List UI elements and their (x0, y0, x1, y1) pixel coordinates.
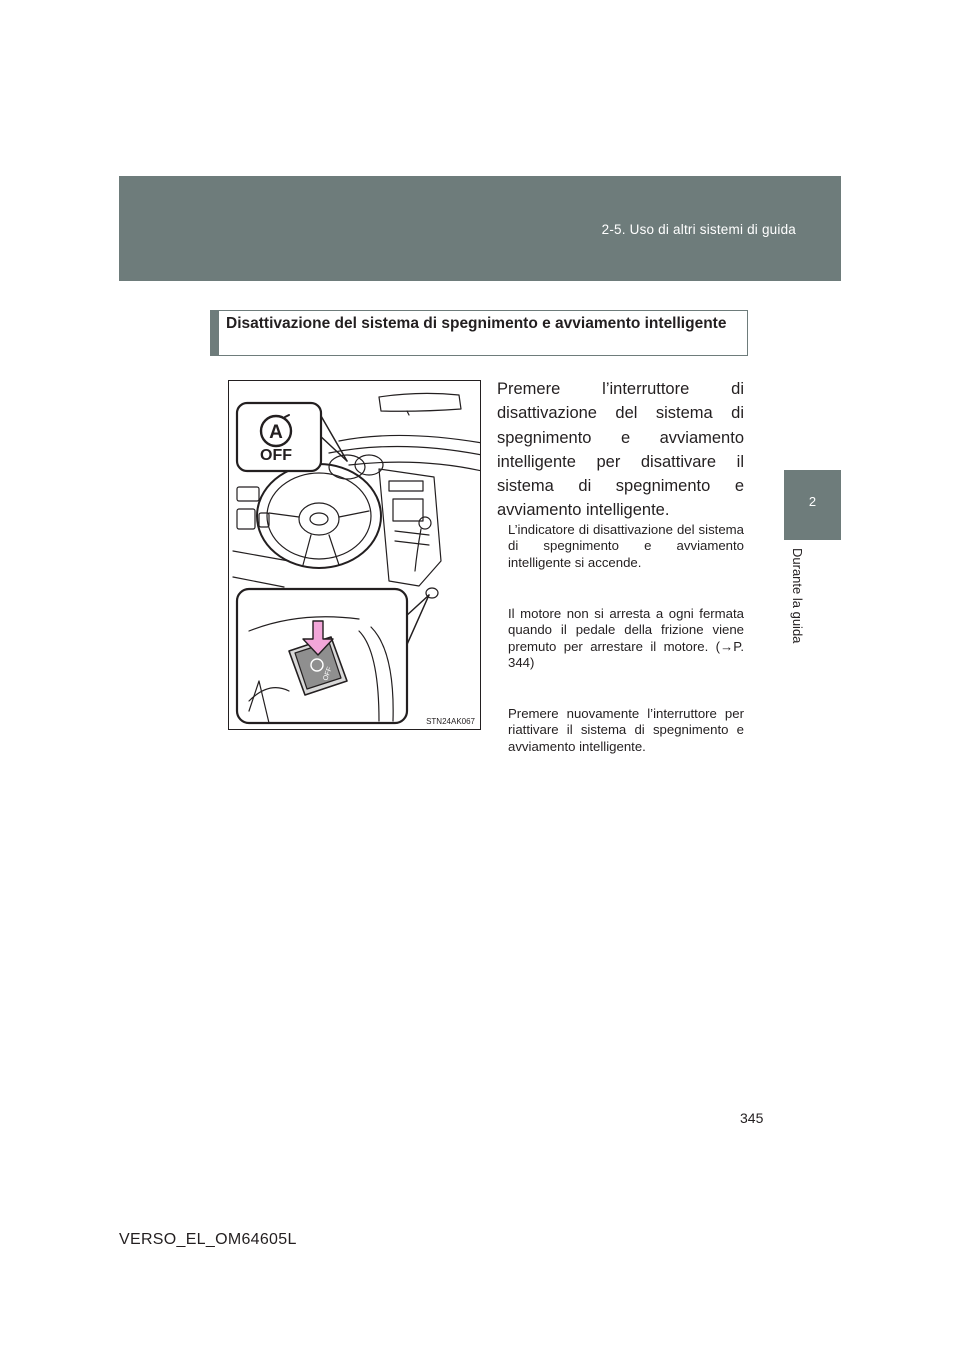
chapter-tab[interactable] (784, 470, 841, 540)
note-indicator: L’indicatore di disattivazione del sistema di spegnimento e avviamento intelligente si accende. (508, 522, 744, 570)
dashboard-illustration (228, 380, 481, 730)
document-code: VERSO_EL_OM64605L (119, 1231, 297, 1248)
figure-code: STN24AK067 (426, 717, 475, 726)
main-instruction: Premere l’interruttore di disattivazione del sistema di spegnimento e avviamento intelligente per disattivare il sistema di spegnimento e avviamento intelligente. (497, 380, 744, 520)
chapter-number: 2 (808, 494, 817, 509)
section-heading-bar (211, 311, 219, 355)
note-reactivate: Premere nuovamente l’interruttore per riattivare il sistema di spegnimento e avviamento intelligente. (508, 706, 744, 754)
indicator-symbol: A (269, 422, 283, 443)
header-band (119, 176, 841, 281)
section-title: Disattivazione del sistema di spegnimento e avviamento intelligente (226, 315, 727, 332)
header-section-title: 2-5. Uso di altri sistemi di guida (601, 222, 796, 237)
switch-off-label: OFF (322, 666, 334, 682)
page-number: 345 (740, 1110, 764, 1126)
chapter-label: Durante la guida (790, 548, 805, 644)
note-engine: Il motore non si arresta a ogni fermata quando il pedale della frizione viene premuto per arrestare il motore. (→P. 344) (508, 606, 744, 671)
indicator-off-label: OFF (260, 447, 292, 464)
section-heading-box (210, 310, 748, 356)
